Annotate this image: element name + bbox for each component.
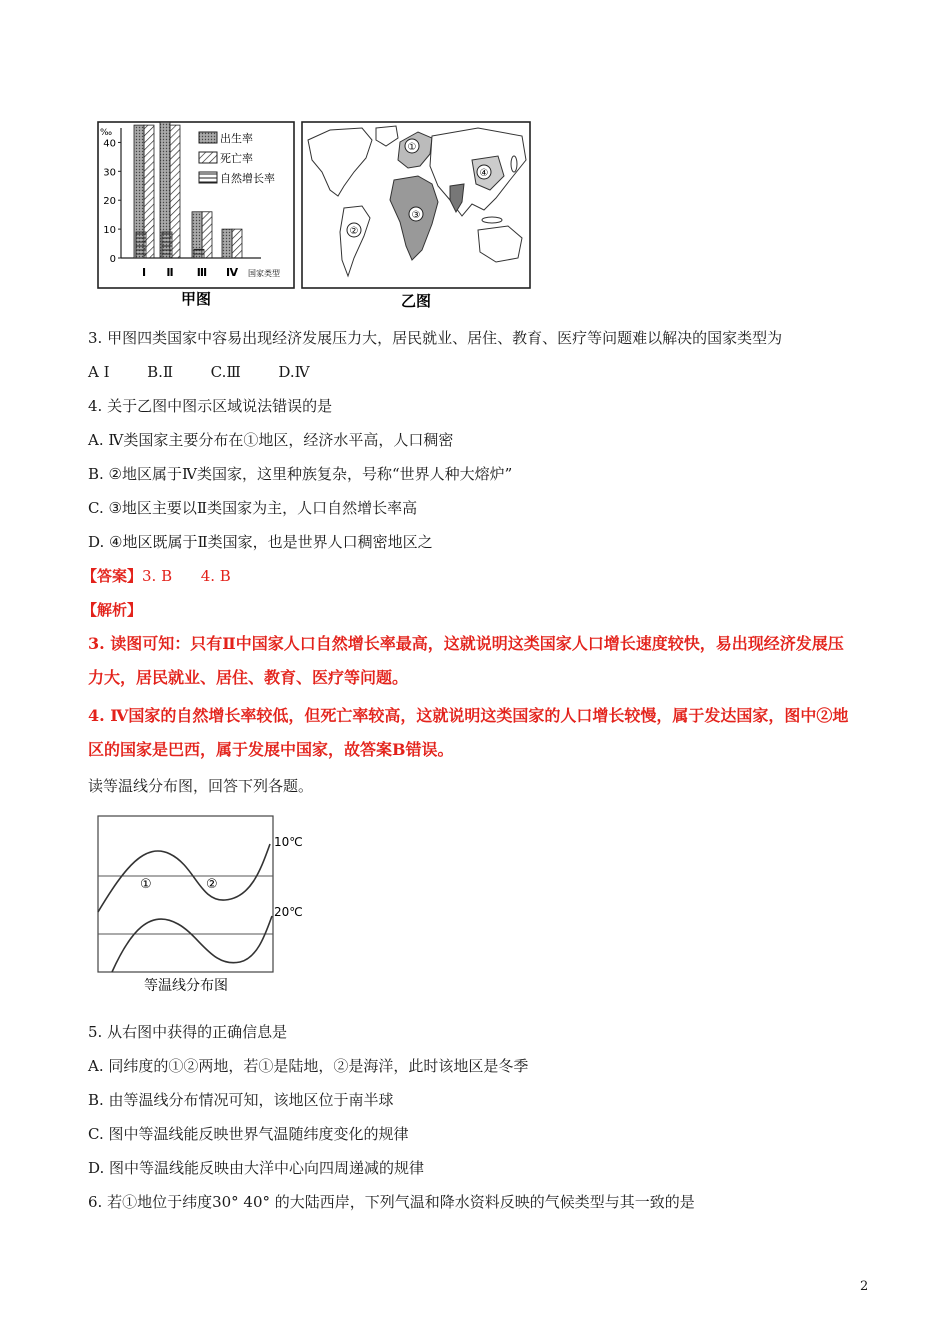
y-tick-label: 10 [103,225,116,237]
population-rate-bar-chart [96,120,296,310]
q4-option-d: D. ④地区既属于Ⅱ类国家，也是世界人口稠密地区之 [88,533,433,551]
figure-caption-jia: 甲图 [180,290,212,308]
indonesia-shape [482,217,502,223]
q6-stem: 6. 若①地位于纬度30° 40° 的大陆西岸，下列气温和降水资料反映的气候类型与其一致的是 [88,1193,695,1211]
legend-label-birth: 出生率 [220,132,253,145]
marker-4: ④ [479,168,489,179]
bar-natural-growth [162,232,172,258]
analysis-label-line [82,600,142,620]
figure-caption-yi: 乙图 [400,292,432,310]
isotherm-marker-2: ② [206,877,218,892]
japan-shape [511,156,517,172]
q5-option-b: B. 由等温线分布情况可知，该地区位于南半球 [88,1091,394,1109]
chart-legend [199,131,275,185]
analysis-line-3: 4. Ⅳ国家的自然增长率较低，但死亡率较高，这就说明这类国家的人口增长较慢，属于发达国家，图中②地 [88,706,849,725]
bar-death-rate [232,229,242,258]
q5-stem: 5. 从右图中获得的正确信息是 [88,1023,288,1041]
marker-1: ① [407,142,417,153]
marker-2: ② [349,226,359,237]
q3-option-a: A Ⅰ [88,363,110,381]
analysis-line-2: 力大，居民就业、居住、教育、医疗等问题。 [88,668,409,687]
legend-label-death: 死亡率 [220,152,253,165]
legend-swatch-death [199,152,217,163]
y-tick-label: 20 [103,196,116,208]
q4-stem: 4. 关于乙图中图示区域说法错误的是 [88,397,333,415]
bar-natural-growth [194,249,204,258]
y-tick-label: 30 [103,167,116,179]
marker-3: ③ [411,210,421,221]
q5-option-a: A. 同纬度的①②两地，若①是陆地，②是海洋，此时该地区是冬季 [88,1057,529,1075]
q3-option-c: C.Ⅲ [210,363,241,381]
isotherm-caption: 等温线分布图 [144,978,228,994]
isotherm-label-20: 20℃ [274,905,303,919]
page-number: 2 [860,1279,869,1294]
q3-option-d: D.Ⅳ [278,363,310,381]
legend-swatch-birth [199,132,217,143]
isotherm-label-10: 10℃ [274,835,303,849]
answer-text: 3. B 4. B [142,567,231,585]
q4-option-c: C. ③地区主要以Ⅱ类国家为主，人口自然增长率高 [88,499,418,517]
analysis-line-4: 区的国家是巴西，属于发展中国家，故答案B错误。 [88,740,454,759]
chart-frame [98,122,294,288]
x-tick-label: Ⅲ [196,266,208,279]
isotherm-marker-1: ① [140,877,152,892]
answer-line [82,566,231,586]
q3-option-b: B.Ⅱ [147,363,174,381]
analysis-line-1: 3. 读图可知：只有Ⅱ中国家人口自然增长率最高，这就说明这类国家人口增长速度较快，易出现经济发展压 [88,634,844,653]
legend-swatch-natural [199,172,217,183]
bar-natural-growth [136,232,146,258]
y-unit: ‰ [100,128,113,138]
isotherm-map [90,812,320,1004]
legend-label-natural: 自然增长率 [220,172,275,185]
q3-options [88,362,310,382]
y-tick-label: 40 [103,138,116,150]
q3-stem: 3. 甲图四类国家中容易出现经济发展压力大，居民就业、居住、教育、医疗等问题难以解决的国家类型为 [88,329,783,347]
x-tick-label: Ⅱ [166,266,174,279]
x-axis-title: 国家类型 [248,269,280,278]
q4-option-b: B. ②地区属于Ⅳ类国家，这里种族复杂，号称“世界人种大熔炉” [88,465,513,483]
q5-option-d: D. 图中等温线能反映由大洋中心向四周递减的规律 [88,1159,425,1177]
analysis-label: 【解析】 [82,601,143,619]
bar-birth-rate [222,229,232,258]
isotherm-intro: 读等温线分布图，回答下列各题。 [88,777,314,795]
q5-option-c: C. 图中等温线能反映世界气温随纬度变化的规律 [88,1125,409,1143]
y-tick-label: 0 [109,254,116,265]
answer-label: 【答案】 [82,567,143,585]
x-tick-label: Ⅰ [141,266,147,279]
world-map [300,120,532,310]
q4-option-a: A. Ⅳ类国家主要分布在①地区，经济水平高，人口稠密 [88,431,454,449]
x-tick-label: Ⅳ [225,266,239,279]
